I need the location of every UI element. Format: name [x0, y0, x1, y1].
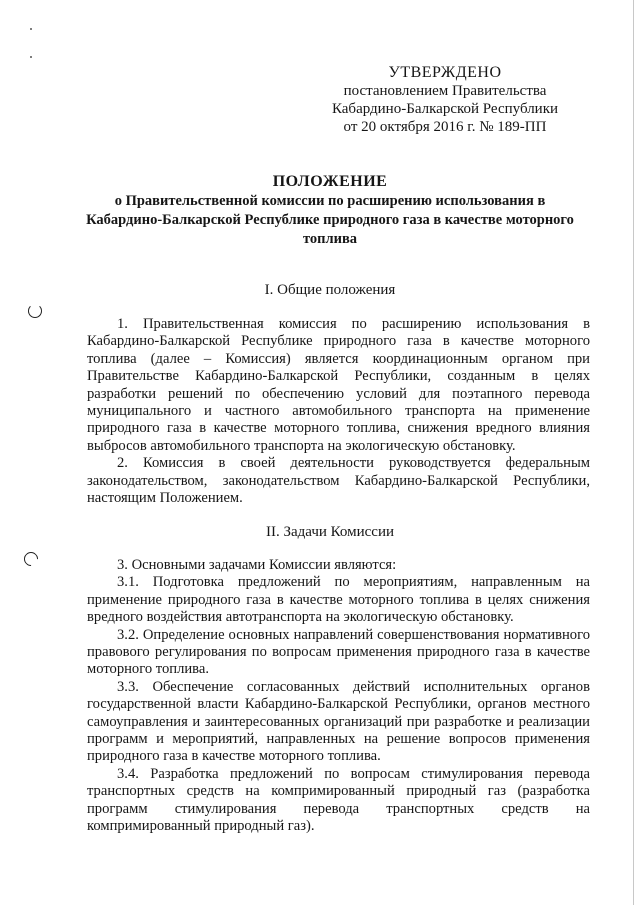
approval-line: постановлением Правительства: [343, 83, 547, 99]
punch-hole-mark: [28, 304, 42, 318]
paragraph: 3.1. Подготовка предложений по мероприятиям, направленным на применение природного газа в качестве моторного топлива в целях снижения вредного воздействия автотранспорта на экологическую обстановку.: [87, 574, 590, 626]
paragraph: 3.4. Разработка предложений по вопросам стимулирования перевода транспортных средств на компримированный природный газ (разработка программ стимулирования перевода транспортных средств на компримированный природный газ).: [87, 765, 590, 835]
document-title: ПОЛОЖЕНИЕ: [272, 173, 388, 190]
section-heading: II. Задачи Комиссии: [265, 524, 395, 540]
document-heading: [80, 172, 580, 249]
paragraph: 3.2. Определение основных направлений совершенствования нормативного правового регулирования по вопросам применения природного газа в качестве моторного топлива.: [87, 626, 590, 678]
paragraph: 2. Комиссия в своей деятельности руководствуется федеральным законодательством, законодательством Кабардино-Балкарской Республики, настоящим Положением.: [87, 455, 590, 507]
document-subtitle: о Правительственной комиссии по расширению использования в Кабардино-Балкарской Республике природного газа в качестве моторного топлива: [86, 193, 574, 247]
approval-line: от 20 октября 2016 г. № 189-ПП: [343, 119, 547, 135]
section-body: [87, 557, 590, 836]
paragraph: 3.3. Обеспечение согласованных действий исполнительных органов государственной власти Кабардино-Балкарской Республики, органов местного самоуправления и заинтересованных организаций при разработке и реализации программ и мероприятий, направленных на решение вопросов применения природного газа в качестве моторного топлива.: [87, 678, 590, 765]
page-edge-line: [633, 0, 634, 905]
scan-speck: [30, 56, 32, 58]
paragraph: 3. Основными задачами Комиссии являются:: [117, 557, 397, 573]
approval-line: Кабардино-Балкарской Республики: [331, 101, 559, 117]
approval-stamp: [320, 64, 570, 136]
paragraph: 1. Правительственная комиссия по расширению использования в Кабардино-Балкарской Республике природного газа в качестве моторного топлива (далее – Комиссия) является координационным органом при Правительстве Кабардино-Балкарской Республики, созданным в целях разработки решений по обеспечению условий для поэтапного перевода муниципального и частного автомобильного транспорта на применение природного газа в качестве моторного топлива, снижения вредного влияния выбросов автомобильного транспорта на экологическую обстановку.: [87, 316, 590, 454]
punch-hole-mark: [21, 549, 41, 569]
scan-speck: [30, 28, 32, 30]
section-heading: I. Общие положения: [264, 282, 396, 298]
approval-title: УТВЕРЖДЕНО: [388, 64, 502, 81]
section-body: [87, 316, 590, 507]
